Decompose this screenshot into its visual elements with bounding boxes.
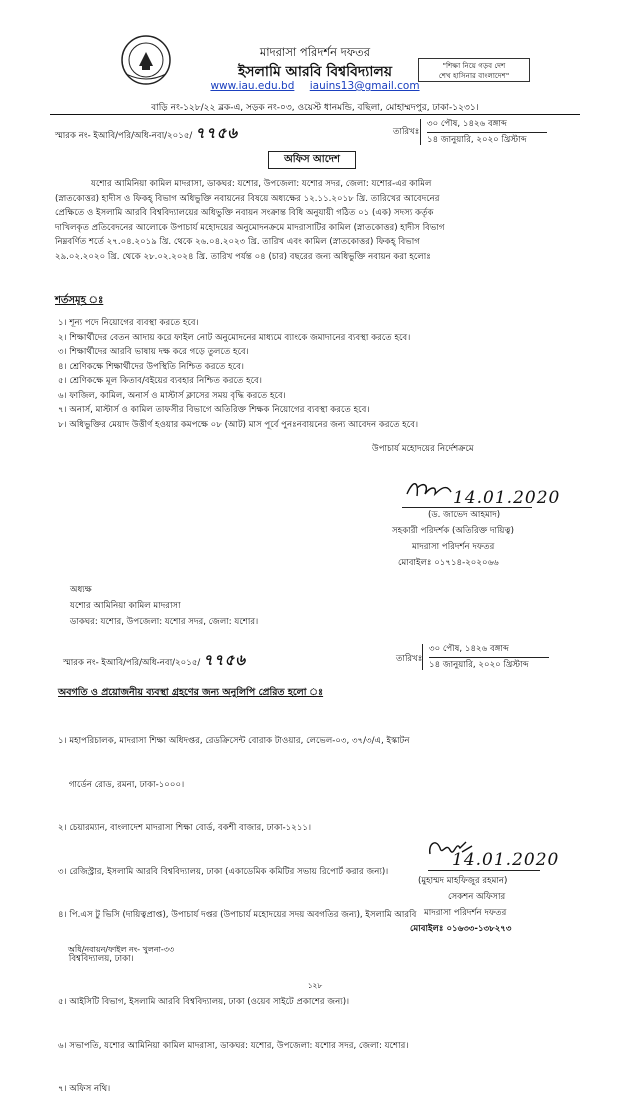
header-divider — [50, 114, 580, 115]
memo-label: স্মারক নং- ইআবি/পরি/অধি-নবা/২০১৫/ — [55, 131, 193, 141]
list-item: ৩। শিক্ষার্থীদের আরবি ভাষায় দক্ষ করে গড়ে তুলতে হবে। — [58, 347, 249, 357]
list-item: ১। শূন্য পদে নিয়োগের ব্যবস্থা করতে হবে। — [58, 318, 199, 328]
list-item: ২। শিক্ষার্থীদের বেতন আদায় করে ফাইল নোট অনুমোদনের মাধ্যমে ব্যাংকে জমাদানের ব্যবস্থা করতে হবে। — [58, 332, 411, 343]
date-label: তারিখঃ — [393, 127, 420, 137]
recipient-line: যশোর আমিনিয়া কামিল মাদরাসা — [70, 601, 181, 611]
body-line: (স্নাতকোত্তর) হাদীস ও ফিকহ্ বিভাগ অধিভুক্তি নবায়নের বিষয়ে অধ্যক্ষের ১২.১১.২০১৮ খ্রি. তারিখের আবেদনের — [55, 193, 440, 204]
signatory-designation: সেকশন অফিসার — [448, 892, 506, 902]
body-line: দাখিলকৃত প্রতিবেদনের আলোকে উপাচার্য মহোদয়ের অনুমোদনক্রমে মাদরাসাটির কামিল (স্নাতকোত্তর) হাদীস বিভাগ — [55, 222, 445, 233]
body-line: প্রেক্ষিতে ও ইসলামি আরবি বিশ্ববিদ্যালয়ের অধিভুক্তি নবায়ন সংক্রান্ত বিধি অনুযায়ী গঠিত ০১ (এক) সদস্য কর্তৃক — [55, 208, 434, 218]
body-line: যশোর আমিনিয়া কামিল মাদরাসা, ডাকঘর: যশোর, উপজেলা: যশোর সদর, জেলা: যশোর-এর কামিল — [91, 179, 432, 189]
university-name: ইসলামি আরবি বিশ্ববিদ্যালয় — [237, 64, 393, 80]
list-item: ৫। আইসিটি বিভাগ, ইসলামি আরবি বিশ্ববিদ্যালয়, ঢাকা (ওয়েব সাইটে প্রকাশের জন্য)। — [58, 997, 350, 1007]
signature-1 — [405, 478, 455, 506]
date-block — [420, 119, 547, 145]
memo-number: ৭৭৫৬ — [195, 124, 239, 142]
date-divider — [427, 132, 547, 133]
list-item: ৮। অধিভুক্তির মেয়াদ উত্তীর্ণ হওয়ার কমপক্ষে ০৮ (আট) মাস পূর্বে পুনঃনবায়নের জন্য আবেদন করতে হবে। — [58, 419, 419, 430]
signatory-office: মাদরাসা পরিদর্শন দফতর — [412, 542, 495, 552]
list-item: ৬। সভাপতি, যশোর আমিনিয়া কামিল মাদরাসা, ডাকঘর: যশোর, উপজেলা: যশোর সদর, জেলা: যশোর। — [58, 1040, 409, 1051]
list-item: ৩। রেজিস্ট্রার, ইসলামি আরবি বিশ্ববিদ্যালয়, ঢাকা (একাডেমিক কমিটির সভায় রিপোর্ট করার জন্য)। — [58, 866, 389, 877]
signatory-name: (মুহাম্মদ মাহফিজুর রহমান) — [418, 876, 508, 886]
list-item: ৪। শ্রেণিকক্ষে শিক্ষার্থীদের উপস্থিতি নিশ্চিত করতে হবে। — [58, 361, 244, 372]
address: বাড়ি নং-১২৮/২২ ব্লক-এ, সড়ক নং-০৩, ওয়েস্ট ধানমন্ডি, বছিলা, মোহাম্মদপুর, ঢাকা-১২৩১। — [151, 103, 479, 113]
list-item: ১। মহাপরিচালক, মাদরাসা শিক্ষা অধিদপ্তর, রেডক্রিসেন্ট বোরাক টাওয়ার, লেভেল-০৩, ৩৭/৩/এ, ইস্কাটন — [58, 736, 410, 746]
copy-heading: অবগতি ও প্রয়োজনীয় ব্যবস্থা গ্রহণের জন্য অনুলিপি প্রেরিত হলো ঃ — [58, 687, 324, 698]
date-divider — [429, 657, 549, 658]
date-english: ১৪ জানুয়ারি, ২০২০ খ্রিস্টাব্দ — [429, 659, 529, 670]
email-link[interactable]: iauins13@gmail.com — [309, 80, 420, 92]
conditions-list — [58, 316, 598, 432]
copy-list — [58, 705, 603, 1111]
date-bangla: ৩০ পৌষ, ১৪২৬ বঙ্গাব্দ — [427, 119, 507, 129]
signature-1-date: 14.01.2020 — [453, 488, 561, 508]
list-item: ৫। শ্রেণিকক্ষে মূল কিতাব/বইয়ের ব্যবহার নিশ্চিত করতে হবে। — [58, 376, 262, 386]
memo-label: স্মারক নং- ইআবি/পরি/অধি-নবা/২০১৫/ — [63, 658, 201, 668]
document-title: অফিস আদেশ — [268, 151, 356, 169]
slogan-box — [418, 58, 530, 82]
signatory-mobile: মোবাইলঃ ০১৭১৪-২০২০৬৬ — [398, 558, 499, 568]
signature-line — [428, 870, 540, 871]
office-name: মাদরাসা পরিদর্শন দফতর — [259, 45, 371, 59]
page-number: ১২৮ — [307, 981, 323, 990]
slogan-line: "শিক্ষা নিয়ে গড়ব দেশ — [442, 61, 506, 70]
body-line: ২৯.০২.২০২০ খ্রি. থেকে ২৮.০২.২০২৪ খ্রি. তারিখ পর্যন্ত ০৪ (চার) বছরের জন্য অধিভুক্তি নবায়ন করা হলোঃ — [55, 251, 431, 262]
signatory-mobile: মোবাইলঃ ০১৬৩৩-১৩৮২৭৩ — [410, 924, 512, 934]
signatory-name: (ড. জাভেদ আহমাদ) — [428, 510, 501, 520]
signature-scribble — [405, 478, 455, 502]
date-english: ১৪ জানুয়ারি, ২০২০ খ্রিস্টাব্দ — [427, 134, 527, 145]
slogan-line: শেখ হাসিনার বাংলাদেশ" — [438, 71, 510, 80]
signatory-designation: সহকারী পরিদর্শক (অতিরিক্ত দায়িত্ব) — [392, 526, 514, 536]
recipient-title: অধ্যক্ষ — [70, 585, 92, 595]
date-bangla: ৩০ পৌষ, ১৪২৬ বঙ্গাব্দ — [429, 644, 509, 654]
recipient-line: ডাকঘর: যশোর, উপজেলা: যশোর সদর, জেলা: যশোর। — [70, 617, 259, 627]
website-link[interactable]: www.iau.edu.bd — [210, 80, 295, 92]
contact-line — [0, 80, 630, 92]
signatory-office: মাদরাসা পরিদর্শন দফতর — [424, 908, 507, 918]
list-item: ২। চেয়ারম্যান, বাংলাদেশ মাদরাসা শিক্ষা বোর্ড, বকশী বাজার, ঢাকা-১২১১। — [58, 823, 312, 833]
signature-line — [402, 507, 532, 508]
memo-reference-2 — [63, 651, 246, 670]
list-item: ৬। ফাজিল, কামিল, অনার্স ও মাস্টার্স ক্লাসের সময় বৃদ্ধি করতে হবে। — [58, 390, 286, 401]
list-item: বিশ্ববিদ্যালয়, ঢাকা। — [58, 953, 134, 964]
date-label: তারিখঃ — [396, 654, 423, 664]
memo-reference — [55, 124, 238, 143]
list-item: গার্ডেন রোড, রমনা, ঢাকা-১০০০। — [58, 779, 185, 790]
body-line: নিম্নবর্ণিত শর্তে ২৭.০৪.২০১৯ খ্রি. থেকে ২৬.০৪.২০২৩ খ্রি. তারিখ এবং কামিল (স্নাতকোত্তর) ফিকহ্ বিভাগ — [55, 237, 420, 247]
conditions-heading: শর্তসমূহ ঃ — [55, 295, 104, 306]
list-item: ৭। অনার্স, মাস্টার্স ও কামিল তাফসীর বিভাগে অতিরিক্ত শিক্ষক নিয়োগের ব্যবস্থা করতে হবে। — [58, 405, 370, 415]
list-item: ৪। পি.এস টু ভিসি (দায়িত্বপ্রাপ্ত), উপাচার্য দপ্তর (উপাচার্য মহোদয়ের সদয় অবগতির জন্য), ইসলামি আরবি — [58, 910, 417, 920]
signature-2-date: 14.01.2020 — [452, 850, 560, 870]
date-block-2 — [422, 644, 549, 670]
instruction: উপাচার্য মহোদয়ের নির্দেশক্রমে — [372, 444, 474, 454]
list-item: ৭। অফিস নথি। — [58, 1084, 111, 1094]
file-number: অধি/নবায়ন/ফাইল নং- খুলনা-৩৩ — [68, 945, 175, 954]
body-paragraph — [55, 177, 585, 264]
memo-number: ৭৭৫৬ — [203, 651, 247, 669]
